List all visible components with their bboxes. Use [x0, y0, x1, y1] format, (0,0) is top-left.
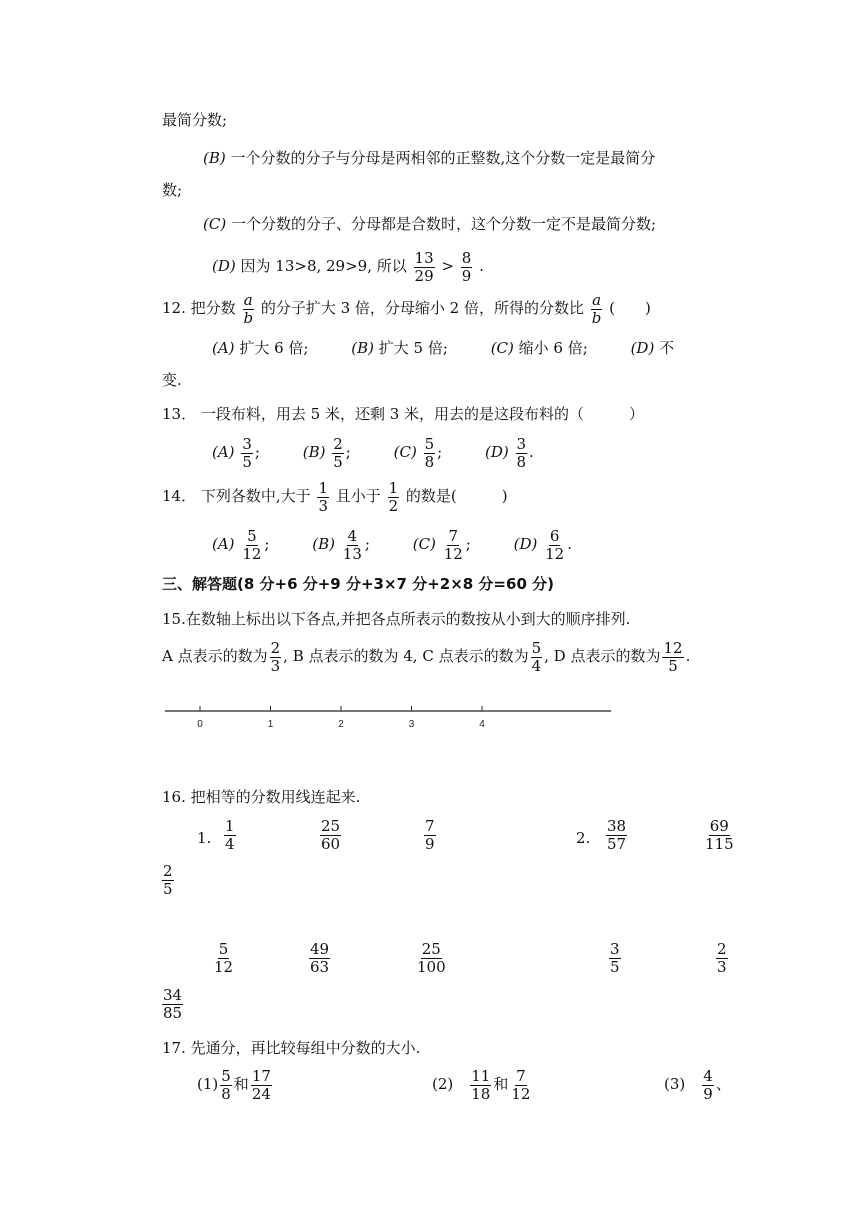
number-line-tick-label: 0 [197, 719, 203, 730]
q15-stem: 15.在数轴上标出以下各点,并把各点所表示的数按从小到大的顺序排列. [162, 610, 631, 628]
q15-end: . [685, 647, 691, 665]
q16-row2-fraction: $\frac{25}{100}$ [417, 940, 446, 976]
q12-text-3: ( ) [609, 299, 651, 317]
q14-text-3: 的数是( ) [405, 487, 508, 505]
q15-a-text: A 点表示的数为 [162, 647, 268, 665]
q16-row1-fraction: $\frac{38}{57}$ [607, 817, 627, 853]
q11-a-tail: 最简分数; [162, 111, 228, 129]
q13-option-b: (B) $\frac{2}{5}$ ; [302, 434, 351, 471]
q16-row2-fraction: $\frac{3}{5}$ [610, 940, 620, 976]
q11-d-fraction-1: $\frac{13}{29}$ [414, 248, 434, 285]
q14-fraction-2: $\frac{1}{2}$ [388, 478, 399, 515]
q17-part-1: (1) $\frac{5}{8}$ 和 $\frac{17}{24}$ [197, 1066, 271, 1103]
q13-text: 一段布料，用去 5 米，还剩 3 米，用去的是这段布料的（ ） [200, 405, 645, 423]
q16-group-1-label: 1. [197, 829, 212, 847]
q14-number: 14． [162, 487, 197, 505]
q16-text: 把相等的分数用线连起来. [190, 788, 361, 806]
q12-option-d: (D) 不 [630, 339, 675, 357]
number-line-tick-label: 3 [408, 719, 415, 730]
q16-row2-fraction: $\frac{2}{3}$ [717, 940, 727, 976]
q12-number: 12. [162, 299, 186, 317]
q13-option-a: (A) $\frac{3}{5}$ ; [212, 434, 260, 471]
q13-option-c: (C) $\frac{5}{8}$ ; [393, 434, 443, 471]
section-3-heading: 三、解答题(8 分+6 分+9 分+3×7 分+2×8 分=60 分) [162, 575, 554, 593]
q12-fraction-a-b-2: $\frac{a}{b}$ [591, 290, 602, 327]
q14-option-c: (C) $\frac{7}{12}$ ; [412, 526, 471, 563]
q11-b-tail: 数; [162, 181, 183, 199]
q12-option-a: (A) 扩大 6 倍; [212, 339, 309, 357]
q17-stem [162, 1038, 420, 1058]
q12-option-c: (C) 缩小 6 倍; [490, 339, 588, 357]
q13-number: 13． [162, 405, 197, 423]
q11-d-text: 因为 13>8, 29>9, 所以 [240, 257, 407, 275]
q15-d-fraction: $\frac{12}{5}$ [663, 638, 683, 675]
q16-row1-wrap-fraction: $\frac{2}{5}$ [163, 862, 173, 898]
q11-b-label: (B) [203, 149, 226, 167]
q16-row1-fraction: $\frac{25}{60}$ [321, 817, 341, 853]
q16-row1-fraction: $\frac{7}{9}$ [425, 817, 435, 853]
q14-option-d: (D) $\frac{6}{12}$ . [513, 526, 573, 563]
q11-d-operator: > [441, 257, 454, 275]
q11-d-fraction-2: $\frac{8}{9}$ [461, 248, 472, 285]
q16-row1-fraction: $\frac{1}{4}$ [225, 817, 235, 853]
q14-text-1: 下列各数中,大于 [200, 487, 311, 505]
q12-tail: 变. [162, 371, 182, 389]
q12-text-2: 的分子扩大 3 倍，分母缩小 2 倍，所得的分数比 [260, 299, 584, 317]
number-line-tick-label: 1 [267, 719, 274, 730]
q17-part-2: (2) $\frac{11}{18}$ 和 $\frac{7}{12}$ [432, 1066, 531, 1103]
q17-number: 17. [162, 1039, 186, 1057]
q15-a-fraction: $\frac{2}{3}$ [270, 638, 281, 675]
q13-option-d: (D) $\frac{3}{8}$ . [484, 434, 534, 471]
q11-c-text: 一个分数的分子、分母都是合数时，这个分数一定不是最简分数; [230, 215, 657, 233]
q16-stem [162, 787, 360, 807]
q16-row2-fraction: $\frac{49}{63}$ [310, 940, 330, 976]
q16-row1-fraction: $\frac{69}{115}$ [705, 817, 734, 853]
q16-row2-wrap-fraction: $\frac{34}{85}$ [163, 986, 183, 1022]
q14-text-2: 且小于 [335, 487, 381, 505]
q12-fraction-a-b: $\frac{a}{b}$ [243, 290, 254, 327]
number-line-tick-label: 2 [338, 719, 344, 730]
number-line-tick-label: 4 [479, 719, 485, 730]
q12-text-1: 把分数 [190, 299, 236, 317]
q17-text: 先通分，再比较每组中分数的大小. [190, 1039, 421, 1057]
q12-option-b: (B) 扩大 5 倍; [351, 339, 448, 357]
q15-c-fraction: $\frac{5}{4}$ [531, 638, 542, 675]
q15-d-text: , D 点表示的数为 [544, 647, 661, 665]
q16-number: 16. [162, 788, 186, 806]
q11-d-label: (D) [212, 257, 236, 275]
q14-fraction-1: $\frac{1}{3}$ [318, 478, 328, 515]
q11-c-label: (C) [203, 215, 227, 233]
q16-group-2-label: 2. [576, 829, 591, 847]
q14-option-b: (B) $\frac{4}{13}$ ; [312, 526, 370, 563]
q15-b-text: , B 点表示的数为 4, C 点表示的数为 [283, 647, 529, 665]
q11-d-end: . [479, 257, 484, 275]
q14-option-a: (A) $\frac{5}{12}$ ; [212, 526, 270, 563]
q16-row2-fraction: $\frac{5}{12}$ [214, 940, 234, 976]
q11-b-text: 一个分数的分子与分母是两相邻的正整数,这个分数一定是最简分 [230, 149, 656, 167]
q17-part-3: (3) $\frac{4}{9}$ 、 [664, 1066, 731, 1103]
